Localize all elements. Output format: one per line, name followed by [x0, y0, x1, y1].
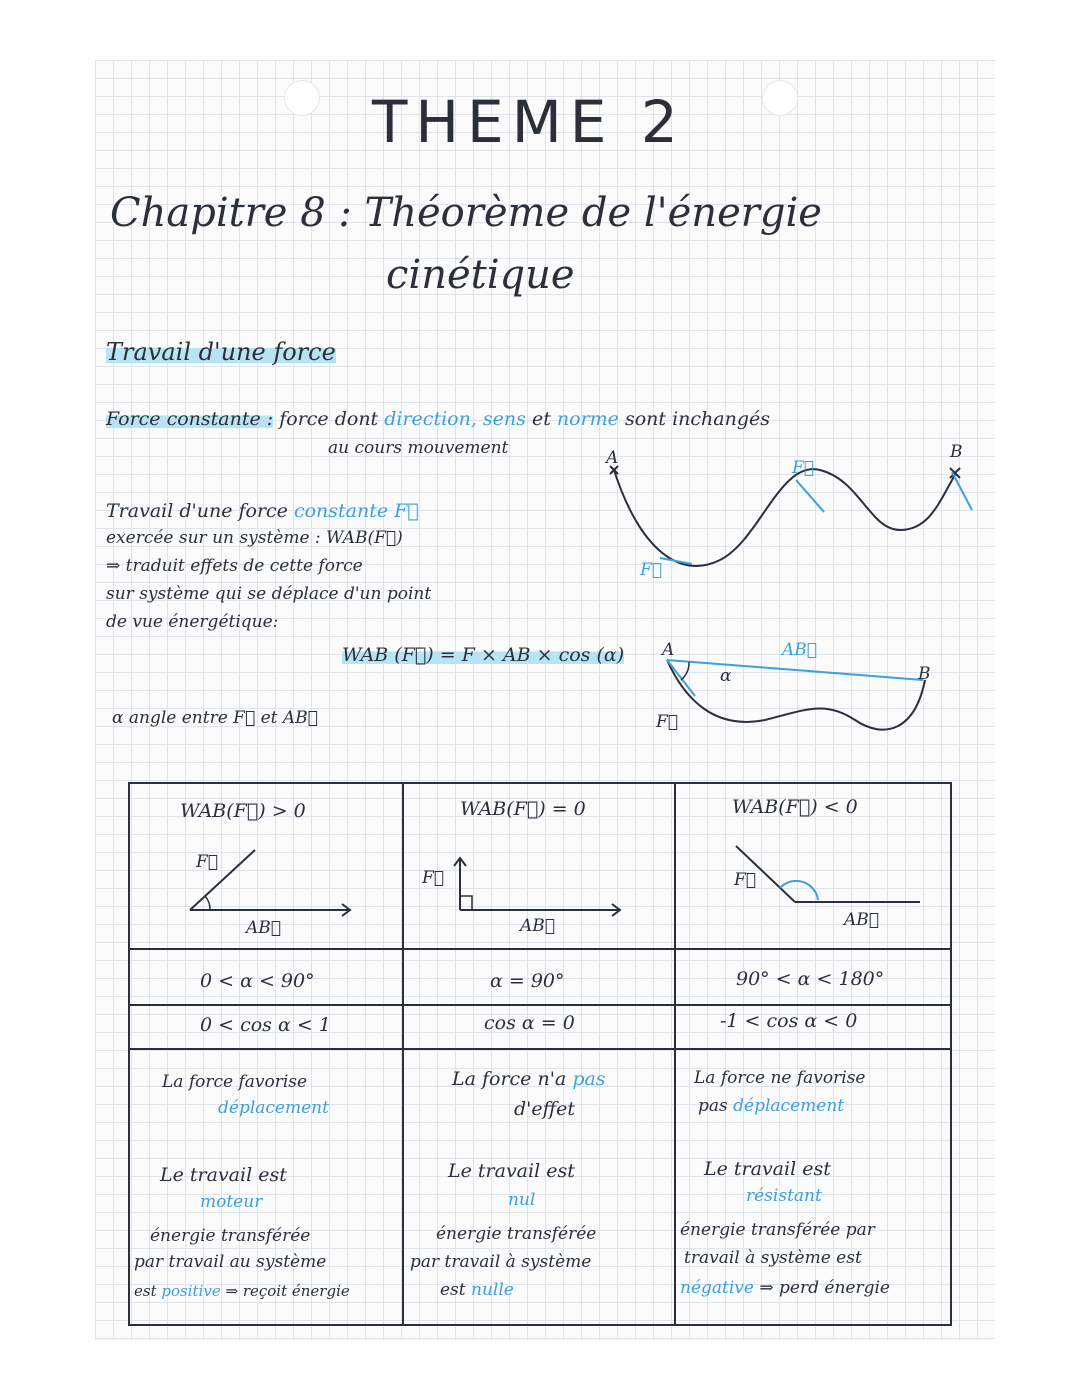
trajectory-curve	[614, 469, 955, 566]
col1-cond2: 0 < cos α < 1	[200, 1014, 331, 1036]
col2-effect-c: d'effet	[514, 1098, 575, 1120]
table-row-divider-3	[128, 1048, 952, 1050]
force-vector-3	[952, 472, 972, 510]
force-vector-2	[796, 480, 824, 512]
col1-effect-b: déplacement	[218, 1098, 329, 1118]
definition-line2: au cours mouvement	[328, 438, 509, 458]
table-row-divider-2	[128, 1004, 952, 1006]
point-a-label: A	[606, 448, 619, 468]
col1-energy-line3: est positive ⇒ reçoit énergie	[134, 1282, 350, 1300]
ab-label: AB⃗	[782, 640, 817, 660]
punch-hole-left	[284, 80, 320, 116]
col2-energy-line3: est nulle	[440, 1280, 514, 1300]
chapter-title: Chapitre 8 : Théorème de l'énergie	[110, 190, 822, 236]
col2-work-a: Le travail est	[448, 1160, 575, 1182]
col3-cond2: -1 < cos α < 0	[720, 1010, 858, 1032]
col1-cond1: 0 < α < 90°	[200, 970, 315, 992]
force-vector-4	[667, 660, 695, 696]
table-col-divider-2	[674, 782, 676, 1326]
table-col-divider-1	[402, 782, 404, 1326]
point-b2-label: B	[918, 664, 931, 684]
col3-cond1: 90° < α < 180°	[736, 968, 885, 990]
col2-cond1: α = 90°	[490, 970, 565, 992]
col3-energy-a: énergie transférée par	[680, 1220, 875, 1240]
col3-effect-a: La force ne favorise	[694, 1068, 866, 1088]
col3-energy-line3: négative ⇒ perd énergie	[680, 1278, 890, 1298]
col3-header: WAB(F⃗) < 0	[732, 796, 858, 818]
definition-line: Force constante : force dont direction, sens et norme sont inchangés	[106, 408, 770, 430]
col2-effect-line1: La force n'a pas	[452, 1068, 606, 1090]
col3-effect-line2: pas déplacement	[698, 1096, 845, 1116]
col3-work-b: résistant	[746, 1186, 822, 1206]
col1-work-a: Le travail est	[160, 1164, 287, 1186]
force-label-1: F⃗	[640, 560, 662, 580]
col2-f-label: F⃗	[422, 868, 444, 888]
col1-ab-label: AB⃗	[246, 918, 281, 938]
col3-f-label: F⃗	[734, 870, 756, 890]
point-a2-label: A	[662, 640, 675, 660]
col2-energy-a: énergie transférée	[436, 1224, 597, 1244]
work-line5: de vue énergétique:	[106, 612, 279, 632]
work-formula: WAB (F⃗) = F × AB × cos (α)	[342, 644, 625, 666]
col1-alpha-arc	[205, 896, 210, 910]
col3-work-a: Le travail est	[704, 1158, 831, 1180]
force-vector-1	[660, 558, 692, 564]
col2-vector-diagram	[440, 850, 630, 920]
work-line2: exercée sur un système : WAB(F⃗)	[106, 528, 403, 548]
alpha-definition: α angle entre F⃗ et AB⃗	[112, 708, 318, 728]
col2-right-angle	[460, 896, 472, 910]
alpha-label: α	[720, 666, 732, 686]
table-row-divider-1	[128, 948, 952, 950]
definition-term: Force constante :	[106, 408, 274, 430]
theme-title: THEME 2	[372, 88, 686, 156]
col2-work-b: nul	[508, 1190, 536, 1210]
alpha-arc	[681, 662, 689, 680]
col1-header: WAB(F⃗) > 0	[180, 800, 306, 822]
col1-effect-a: La force favorise	[162, 1072, 308, 1092]
col2-energy-b: par travail à système	[410, 1252, 592, 1272]
col1-energy-a: énergie transférée	[150, 1226, 311, 1246]
col3-alpha-arc	[780, 881, 818, 900]
punch-hole-right	[762, 80, 798, 116]
col2-cond2: cos α = 0	[484, 1012, 575, 1034]
section-title: Travail d'une force	[106, 338, 336, 366]
col1-energy-b: par travail au système	[134, 1252, 327, 1272]
point-b-label: B	[950, 442, 963, 462]
force-label-2: F⃗	[792, 458, 814, 478]
col2-ab-label: AB⃗	[520, 916, 555, 936]
col2-header: WAB(F⃗) = 0	[460, 798, 586, 820]
col3-ab-label: AB⃗	[844, 910, 879, 930]
col3-energy-b: travail à système est	[684, 1248, 862, 1268]
col1-f-label: F⃗	[196, 852, 218, 872]
force-label-4: F⃗	[656, 712, 678, 732]
work-line1: Travail d'une force constante F⃗	[106, 500, 419, 522]
chapter-title-line2: cinétique	[386, 252, 575, 298]
ab-vector	[667, 660, 923, 680]
col1-work-b: moteur	[200, 1192, 263, 1212]
work-line4: sur système qui se déplace d'un point	[106, 584, 432, 604]
work-line3: ⇒ traduit effets de cette force	[106, 556, 363, 576]
